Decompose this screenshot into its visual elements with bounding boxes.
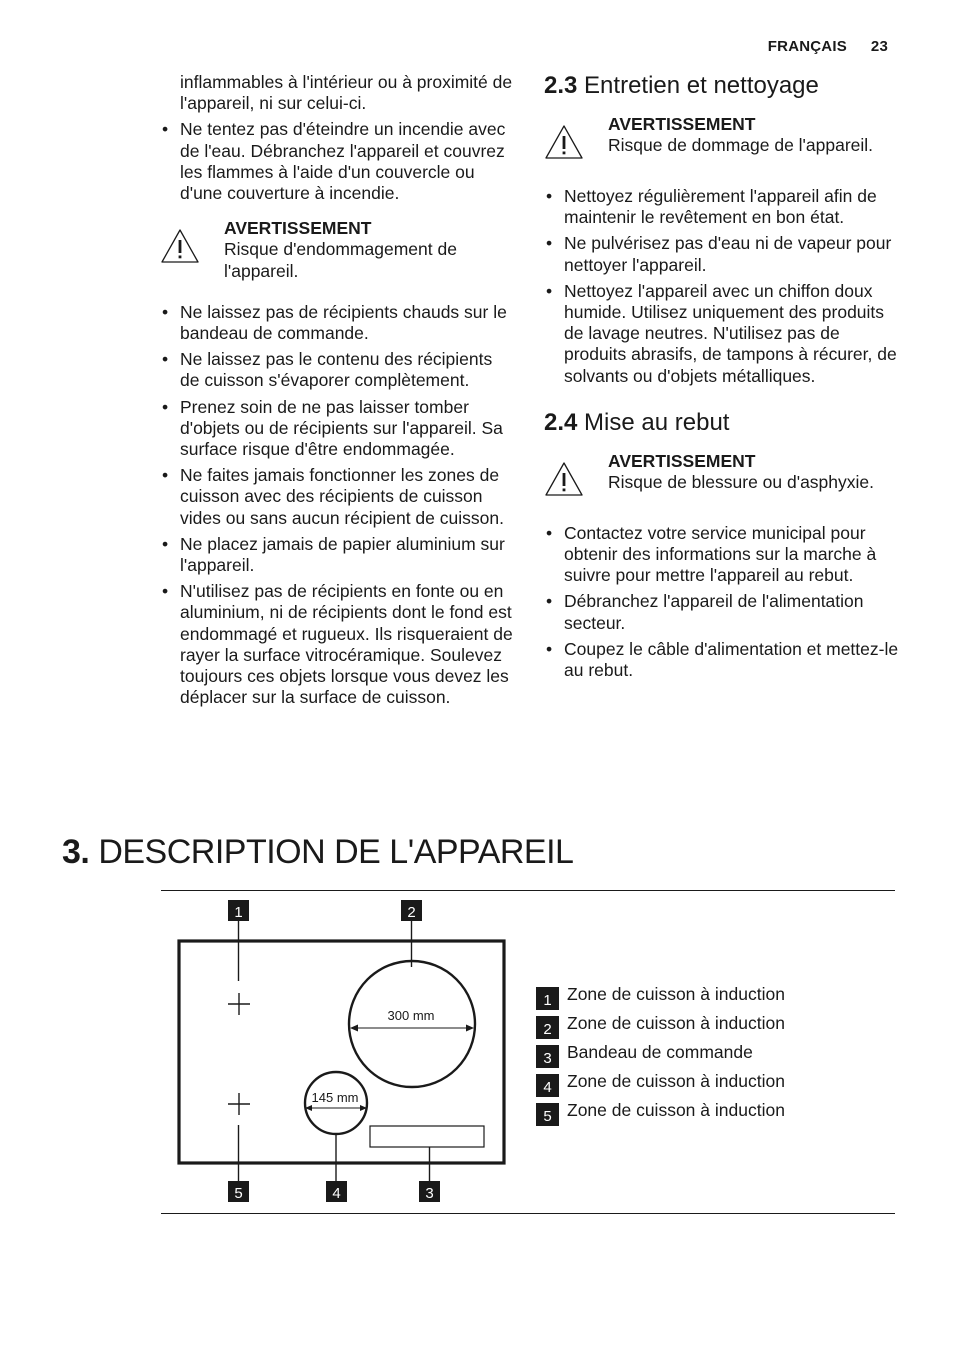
warning-title: AVERTISSEMENT <box>224 218 372 239</box>
legend-number: 1 <box>536 987 559 1010</box>
section-title: Mise au rebut <box>584 408 730 436</box>
legend-text: Zone de cuisson à induction <box>567 984 785 1004</box>
warning-title: AVERTISSEMENT <box>608 114 756 134</box>
list-item: • Prenez soin de ne pas laisser tomber d'objets ou de récipients sur l'appareil. Sa surface risque d'être endommagée. <box>160 397 515 461</box>
list-item: • Ne faites jamais fonctionner les zones de cuisson avec des récipients de cuisson vides ou sans aucun récipient de cuisson. <box>160 465 515 529</box>
legend-item <box>536 1096 785 1125</box>
list-item: • Ne pulvérisez pas d'eau ni de vapeur pour nettoyer l'appareil. <box>544 233 899 275</box>
dimension-arrow <box>350 1025 474 1032</box>
legend-number: 5 <box>536 1103 559 1126</box>
divider-bottom <box>161 1213 895 1214</box>
section-title: DESCRIPTION DE L'APPAREIL <box>98 833 574 871</box>
list-item: • N'utilisez pas de récipients en fonte ou en aluminium, ni de récipients dont le fond est endommagé et rugueux. Ils risqueraient de rayer la surface vitrocéramique. Soulevez toujours ces objets lorsque vous devez les déplacer sur la surface de cuisson. <box>160 581 515 708</box>
warning-triangle-icon <box>160 228 200 264</box>
page-header <box>768 38 888 55</box>
section-number: 2.4 <box>544 408 578 436</box>
legend-text: Zone de cuisson à induction <box>567 1100 785 1120</box>
section-number: 3. <box>62 833 90 871</box>
bullet-list-2-4 <box>544 523 899 681</box>
small-zone-diameter: 145 mm <box>311 1090 359 1105</box>
diagram-legend <box>536 980 785 1125</box>
list-item: • Ne placez jamais de papier aluminium sur l'appareil. <box>160 534 515 576</box>
list-item: • Ne laissez pas le contenu des récipients de cuisson s'évaporer complètement. <box>160 349 515 391</box>
callout-number: 5 <box>234 1185 243 1202</box>
warning-text: Risque de dommage de l'appareil. <box>608 135 874 156</box>
control-panel <box>370 1126 484 1147</box>
warning-block <box>160 218 515 282</box>
callout-number: 2 <box>407 904 416 921</box>
hob-diagram <box>160 895 510 1210</box>
legend-number: 2 <box>536 1016 559 1039</box>
divider-top <box>161 890 895 891</box>
section-title: Entretien et nettoyage <box>584 72 819 99</box>
list-item: • Contactez votre service municipal pour obtenir des informations sur la marche à suivre pour mettre l'appareil au rebut. <box>544 523 899 587</box>
zone-marker-plus-icon <box>228 1093 250 1115</box>
warning-triangle-icon <box>544 124 584 160</box>
language-label: FRANÇAIS <box>767 38 847 55</box>
section-number: 2.3 <box>544 72 578 99</box>
list-item: • Nettoyez l'appareil avec un chiffon doux humide. Utilisez uniquement des produits de lavage neutres. N'utilisez pas de produits abrasifs, de tampons à récurer, de solvants ou d'objets métalliques. <box>544 281 899 387</box>
list-item: • Ne laissez pas de récipients chauds sur le bandeau de commande. <box>160 302 515 344</box>
left-column <box>160 72 515 713</box>
dimension-arrow <box>305 1105 367 1111</box>
list-item: • Débranchez l'appareil de l'alimentation secteur. <box>544 591 899 633</box>
zone-marker-plus-icon <box>228 993 250 1015</box>
list-item: • Ne tentez pas d'éteindre un incendie avec de l'eau. Débranchez l'appareil et couvrez les flammes à l'aide d'un couvercle ou d'une couverture à incendie. <box>160 119 515 204</box>
warning-text: Risque d'endommagement de l'appareil. <box>224 239 457 281</box>
callout-number: 1 <box>234 904 243 921</box>
legend-text: Zone de cuisson à induction <box>567 1013 785 1033</box>
legend-number: 4 <box>536 1074 559 1097</box>
warning-triangle-icon <box>544 461 584 497</box>
page-number: 23 <box>870 38 888 55</box>
large-zone-diameter: 300 mm <box>387 1008 435 1023</box>
section-2-4-heading <box>544 409 899 437</box>
right-column <box>544 72 899 686</box>
list-item: • Coupez le câble d'alimentation et mettez-le au rebut. <box>544 639 899 681</box>
bullet-list-b <box>160 302 515 709</box>
warning-block <box>544 451 899 503</box>
section-3-heading <box>62 832 573 872</box>
bullet-list-a <box>160 119 515 204</box>
intro-continuation: inflammables à l'intérieur ou à proximité de l'appareil, ni sur celui-ci. <box>180 72 513 114</box>
legend-number: 3 <box>536 1045 559 1068</box>
legend-item <box>536 980 785 1009</box>
callout-number: 4 <box>332 1185 341 1202</box>
warning-block <box>544 114 899 166</box>
bullet-list-2-3 <box>544 186 899 387</box>
legend-item <box>536 1038 785 1067</box>
warning-text: Risque de blessure ou d'asphyxie. <box>608 472 875 493</box>
hob-outline <box>179 941 504 1163</box>
legend-text: Zone de cuisson à induction <box>567 1071 785 1091</box>
section-2-3-heading <box>544 72 899 100</box>
large-cooking-zone <box>349 961 475 1087</box>
list-item: • Nettoyez régulièrement l'appareil afin de maintenir le revêtement en bon état. <box>544 186 899 228</box>
legend-item <box>536 1067 785 1096</box>
legend-text: Bandeau de commande <box>567 1042 753 1062</box>
callout-number: 3 <box>425 1185 434 1202</box>
warning-title: AVERTISSEMENT <box>608 450 756 471</box>
legend-item <box>536 1009 785 1038</box>
